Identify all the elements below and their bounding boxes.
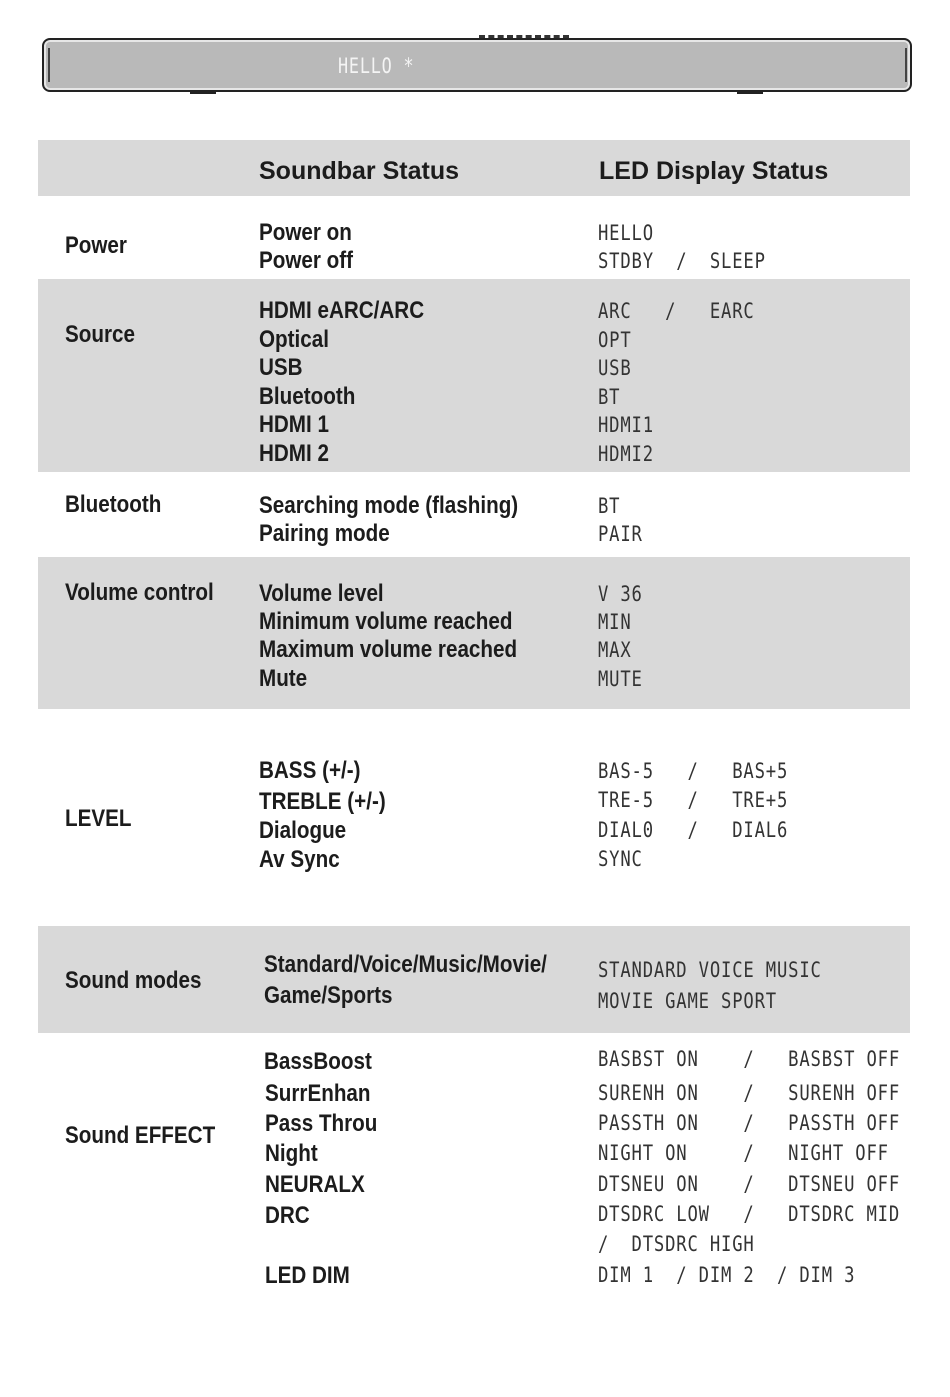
led-neuralx: DTSNEU ON / DTSNEU OFF: [598, 1172, 901, 1196]
status-pairing: Pairing mode: [259, 520, 390, 547]
category-power: Power: [65, 232, 127, 259]
soundbar-foot-left: [190, 90, 216, 94]
source-band: [38, 279, 910, 472]
soundbar-display-text: HELLO *: [338, 54, 415, 78]
status-neuralx: NEURALX: [265, 1171, 365, 1198]
status-hdmi1: HDMI 1: [259, 411, 329, 438]
led-pairing: PAIR: [598, 522, 643, 546]
led-power-off: STDBY / SLEEP: [598, 249, 766, 273]
led-drc: DTSDRC LOW / DTSDRC MID: [598, 1202, 901, 1226]
status-night: Night: [265, 1140, 318, 1167]
led-night: NIGHT ON / NIGHT OFF: [598, 1141, 889, 1165]
soundbar-body: [42, 38, 912, 92]
status-usb: USB: [259, 354, 303, 381]
status-bluetooth: Bluetooth: [259, 383, 356, 410]
status-volume-level: Volume level: [259, 580, 384, 607]
soundbar-illustration: [42, 38, 912, 92]
status-dialogue: Dialogue: [259, 817, 347, 844]
led-av-sync: SYNC: [598, 847, 643, 871]
status-min-volume: Minimum volume reached: [259, 608, 513, 635]
status-power-off: Power off: [259, 247, 354, 274]
led-treble: TRE-5 / TRE+5: [598, 788, 789, 812]
status-led-dim: LED DIM: [265, 1262, 350, 1289]
status-bassboost: BassBoost: [264, 1048, 372, 1075]
category-level: LEVEL: [65, 805, 132, 832]
status-sound-modes-line2: Game/Sports: [264, 982, 393, 1009]
led-usb: USB: [598, 356, 632, 380]
led-bluetooth: BT: [598, 385, 621, 409]
status-av-sync: Av Sync: [259, 846, 340, 873]
led-drc-high: / DTSDRC HIGH: [598, 1232, 755, 1256]
status-optical: Optical: [259, 326, 329, 353]
led-volume-level: V 36: [598, 582, 643, 606]
led-hdmi-earc: ARC / EARC: [598, 299, 755, 323]
status-sound-modes-line1: Standard/Voice/Music/Movie/: [264, 951, 547, 978]
led-bassboost: BASBST ON / BASBST OFF: [598, 1047, 901, 1071]
status-hdmi2: HDMI 2: [259, 440, 329, 467]
led-dialogue: DIAL0 / DIAL6: [598, 818, 789, 842]
led-hdmi2: HDMI2: [598, 442, 654, 466]
soundbar-foot-right: [737, 90, 763, 94]
soundbar-edge-left: [48, 48, 50, 82]
status-drc: DRC: [265, 1202, 310, 1229]
soundbar-edge-right: [905, 48, 907, 82]
status-surrenhan: SurrEnhan: [265, 1080, 371, 1107]
category-source: Source: [65, 321, 135, 348]
status-power-on: Power on: [259, 219, 352, 246]
led-led-dim: DIM 1 / DIM 2 / DIM 3: [598, 1263, 856, 1287]
led-bass: BAS-5 / BAS+5: [598, 759, 789, 783]
status-mute: Mute: [259, 665, 308, 692]
category-bluetooth: Bluetooth: [65, 491, 162, 518]
led-hdmi1: HDMI1: [598, 413, 654, 437]
status-max-volume: Maximum volume reached: [259, 636, 518, 663]
category-volume-control: Volume control: [65, 579, 214, 606]
led-max-volume: MAX: [598, 638, 632, 662]
led-optical: OPT: [598, 328, 632, 352]
status-pass-throu: Pass Throu: [265, 1110, 378, 1137]
led-power-on: HELLO: [598, 221, 654, 245]
status-treble: TREBLE (+/-): [259, 788, 386, 815]
led-searching: BT: [598, 494, 621, 518]
led-mute: MUTE: [598, 667, 643, 691]
status-searching: Searching mode (flashing): [259, 492, 519, 519]
led-min-volume: MIN: [598, 610, 632, 634]
status-hdmi-earc: HDMI eARC/ARC: [259, 297, 425, 324]
status-bass: BASS (+/-): [259, 757, 361, 784]
header-soundbar-status: Soundbar Status: [259, 157, 460, 185]
led-pass-throu: PASSTH ON / PASSTH OFF: [598, 1111, 901, 1135]
led-sound-modes-line1: STANDARD VOICE MUSIC: [598, 958, 822, 982]
category-sound-effect: Sound EFFECT: [65, 1122, 216, 1149]
led-sound-modes-line2: MOVIE GAME SPORT: [598, 989, 778, 1013]
category-sound-modes: Sound modes: [65, 967, 202, 994]
led-surrenhan: SURENH ON / SURENH OFF: [598, 1081, 901, 1105]
header-led-display-status: LED Display Status: [599, 157, 829, 185]
